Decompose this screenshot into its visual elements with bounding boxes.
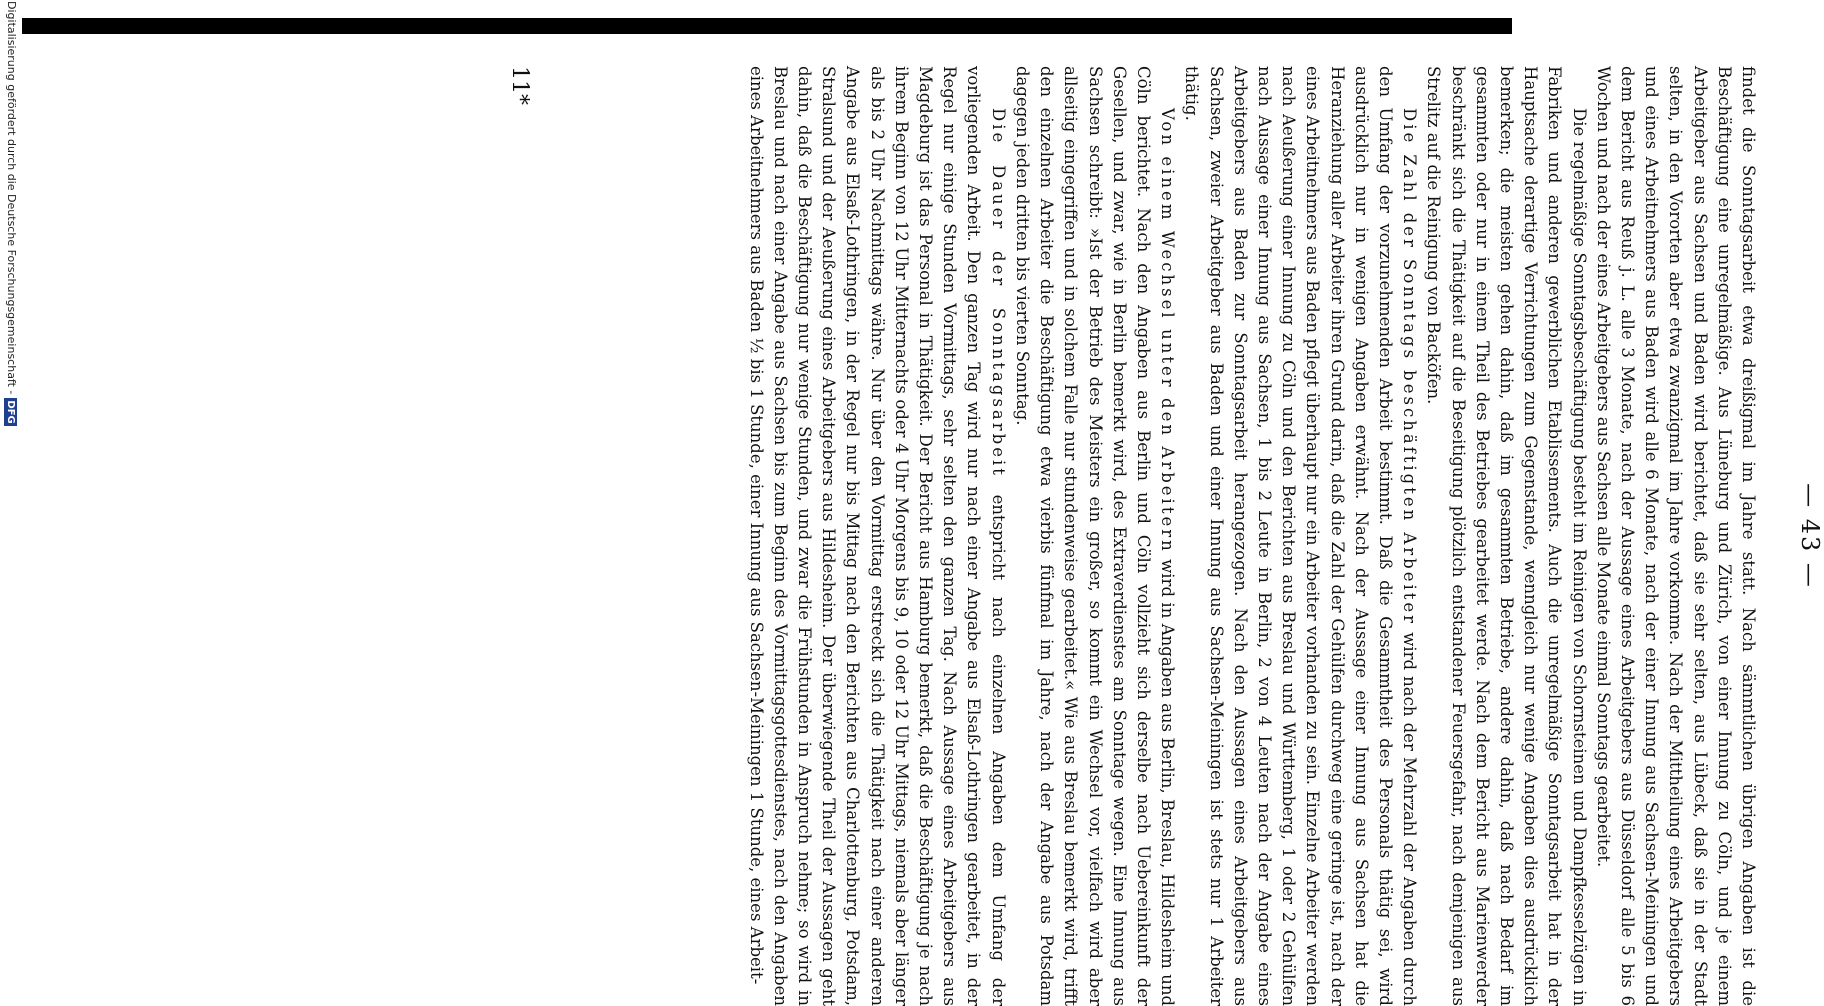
paragraph-1: findet die Sonntagsarbeit etwa dreißigmal im Jahre statt. Nach sämmtlichen übrigen Angaben ist die Beschäftigung eine unregelmäßige. Aus Lüneburg und Zürich, von einer Innung zu Cöln, und je einem Arbeitgeber aus Sachsen und Baden wird berichtet, daß sie sehr selten, aus Lübeck, daß sie in der Stadt selten, in den Vororten aber etwa zwanzigmal im Jahre vorkomme. Nach der Mittheilung eines Arbeitgebers und eines Arbeitnehmers aus Baden wird alle 6 Monate, nach der einer Innung aus Sachsen-Meiningen und dem Bericht aus Reuß j. L. alle 3 Monate, nach der Aussage eines Arbeitgebers aus Düsseldorf alle 5 bis 6 Wochen und nach der eines Arbeitgebers aus Sachsen alle Monate einmal Sonntags gearbeitet.: [1593, 66, 1758, 1006]
rotated-book-page: [484, 66, 1824, 1006]
dfg-logo-icon: DFG: [5, 400, 17, 424]
page-number-value: 43: [1796, 518, 1824, 554]
paragraph-4: Von einem Wechsel unter den Arbeitern wird in Angaben aus Berlin, Breslau, Hildesheim und Cöln berichtet. Nach den Angaben aus Berlin und Cöln vollzieht sich derselbe nach Uebereinkunft der Gesellen, und zwar, wie in Berlin bemerkt wird, des Extraverdienstes am Sonntage wegen. Eine Innung aus Sachsen schreibt: »Ist der Betrieb des Meisters ein großer, so kommt ein Wechsel vor, vielfach wird aber allseitig eingegriffen und in solchem Falle nur stundenweise gearbeitet.« Wie aus Breslau bemerkt wird, trifft den einzelnen Arbeiter die Beschäftigung etwa vierbis fünfmal im Jahre, nach der Angabe aus Potsdam dagegen jeden dritten bis vierten Sonntag.: [1012, 66, 1178, 1006]
scan-border-bar: [22, 18, 1512, 34]
spaced-lead: Die Zahl der Sonntags beschäftigten Arbeiter: [1400, 108, 1420, 627]
paragraph-5: Die Dauer der Sonntagsarbeit entspricht nach einzelnen Angaben dem Umfang der vorliegenden Arbeit. Den ganzen Tag wird nur nach einer Angabe aus Elsaß-Lothringen gearbeitet, in der Regel nur einige Stunden Vormittags, sehr selten den ganzen Tag. Nach Aussage eines Arbeitgebers aus Magdeburg ist das Personal in Thätigkeit. Der Bericht aus Hamburg bemerkt, daß die Beschäftigung je nach ihrem Beginn von 12 Uhr Mitternachts oder 4 Uhr Morgens bis 9, 10 oder 12 Uhr Mittags, niemals aber länger als bis 2 Uhr Nachmittags währe. Nur über den Vormittag erstreckt sich die Thätigkeit nach einer anderen Angabe aus Elsaß-Lothringen, in der Regel nur bis Mittag nach den Berichten aus Charlottenburg, Potsdam, Stralsund und der Aeußerung eines Arbeitgebers aus Hildesheim. Der überwiegende Theil der Aussagen geht dahin, daß die Beschäftigung nur wenige Stunden, und zwar die Frühstunden in Anspruch nehme; so wird in Breslau und nach einer Angabe aus Sachsen bis zum Beginn des Vormittagsgottesdienstes, nach den Angaben eines Arbeitnehmers aus Baden ½ bis 1 Stunde, einer Innung aus Sachsen-Meiningen 1 Stunde, eines Arbeit-: [746, 66, 1008, 1006]
spaced-lead: Von einem Wechsel unter den Arbeitern: [1158, 108, 1178, 554]
body-text: [743, 66, 1760, 1006]
spaced-lead: Die Dauer der Sonntagsarbeit: [988, 108, 1008, 478]
sheet-signature: 11*: [507, 66, 532, 105]
page-number: [1796, 66, 1824, 1006]
credit-text: Digitalisierung gefördert durch die Deutsche Forschungsgemeinschaft -: [5, 1, 18, 395]
page-number-dash-right: —: [1796, 562, 1824, 589]
digitization-credit: [3, 1, 19, 991]
paragraph-3: Die Zahl der Sonntags beschäftigten Arbeiter wird nach der Mehrzahl der Angaben durch den Umfang der vorzunehmenden Arbeit bestimmt. Daß die Gesammtheit des Personals thätig sei, wird ausdrücklich nur in wenigen Angaben erwähnt. Nach der Aussage einer Innung aus Sachsen hat die Heranziehung aller Arbeiter ihren Grund darin, daß die Zahl der Gehülfen durchweg eine geringe ist, nach der eines Arbeitnehmers aus Baden pflegt überhaupt nur ein Arbeiter vorhanden zu sein. Einzelne Arbeiter werden nach Aeußerung einer Innung zu Cöln und den Berichten aus Breslau und Württemberg, 1 oder 2 Gehülfen nach Aussage einer Innung aus Sachsen, 1 bis 2 Leute in Berlin, 2 von 4 Leuten nach der Angabe eines Arbeitgebers aus Baden zur Sonntagsarbeit herangezogen. Nach den Aussagen eines Arbeitgebers aus Sachsen, zweier Arbeitgeber aus Baden und einer Innung aus Sachsen-Meiningen ist stets nur 1 Arbeiter thätig.: [1182, 66, 1420, 1006]
paragraph-2: Die regelmäßige Sonntagsbeschäftigung besteht im Reinigen von Schornsteinen und Dampfkesselzügen in Fabriken und anderen gewerblichen Etablissements. Auch die unregelmäßige Sonntagsarbeit hat in der Hauptsache derartige Verrichtungen zum Gegenstande, wenngleich nur wenige Angaben dies ausdrücklich bemerken; die meisten gehen dahin, daß im gesammten Betriebe, andere dahin, daß nach Bedarf im gesammten oder nur in einem Theil des Betriebes gearbeitet werde. Nach dem Bericht aus Marienwerder beschränkt sich die Thätigkeit auf die Beseitigung plötzlich entstandener Feuersgefahr, nach demjenigen aus Strelitz auf die Reinigung von Backöfen.: [1424, 66, 1589, 1006]
footer-strip: [0, 0, 22, 1000]
page-number-dash-left: —: [1796, 483, 1824, 510]
